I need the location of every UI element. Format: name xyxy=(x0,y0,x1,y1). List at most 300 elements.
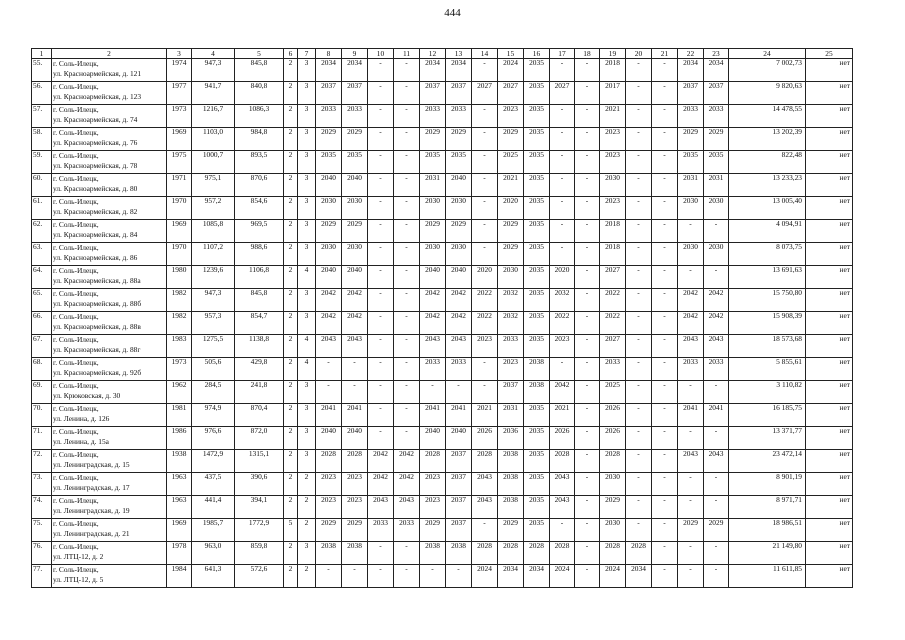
cell-col-6: 2 xyxy=(284,473,298,496)
cell-col-13: 2029 xyxy=(446,220,472,243)
cell-col-13: 2033 xyxy=(446,105,472,128)
cell-col-9: 2035 xyxy=(342,151,368,174)
cell-col-21: - xyxy=(652,542,678,565)
living-area-cell: 845,8 xyxy=(235,59,284,82)
cell-col-9: 2028 xyxy=(342,450,368,473)
cell-col-18: - xyxy=(575,220,600,243)
address-cell xyxy=(52,565,167,588)
cell-col-14: - xyxy=(472,220,498,243)
total-area-cell: 941,7 xyxy=(192,82,235,105)
cell-col-17: 2042 xyxy=(550,381,575,404)
cost-cell: 15 750,80 xyxy=(729,289,806,312)
address-street: ул. Красноармейская, д. 88в xyxy=(53,322,141,331)
cell-col-18: - xyxy=(575,565,600,588)
cell-col-15: 2038 xyxy=(498,496,524,519)
cell-col-6: 2 xyxy=(284,174,298,197)
address-street: ул. Красноармейская, д. 88г xyxy=(53,345,141,354)
table-row xyxy=(32,128,853,151)
cell-col-18: - xyxy=(575,473,600,496)
cell-col-18: - xyxy=(575,128,600,151)
cell-col-21: - xyxy=(652,358,678,381)
address-street: ул. Ленинградская, д. 21 xyxy=(53,529,130,538)
cell-col-15: 2031 xyxy=(498,404,524,427)
flag-cell: нет xyxy=(806,542,853,565)
cell-col-19: 2026 xyxy=(600,427,626,450)
cell-col-16: 2035 xyxy=(524,312,550,335)
living-area-cell: 859,8 xyxy=(235,542,284,565)
address-cell xyxy=(52,174,167,197)
cell-col-8: 2041 xyxy=(316,404,342,427)
cell-col-9: 2034 xyxy=(342,59,368,82)
address-city: г. Соль-Илецк, xyxy=(53,404,99,413)
build-year-cell: 1969 xyxy=(167,519,192,542)
cell-col-21: - xyxy=(652,335,678,358)
cell-col-15: 2030 xyxy=(498,266,524,289)
address-street: ул. ЛТЦ-12, д. 5 xyxy=(53,575,104,584)
cell-col-22: 2030 xyxy=(678,243,704,266)
cell-col-14: 2021 xyxy=(472,404,498,427)
flag-cell: нет xyxy=(806,151,853,174)
row-number: 70. xyxy=(32,404,52,427)
table-row xyxy=(32,151,853,174)
cost-cell: 16 185,75 xyxy=(729,404,806,427)
table-row xyxy=(32,197,853,220)
cell-col-12: 2041 xyxy=(420,404,446,427)
row-number: 77. xyxy=(32,565,52,588)
cell-col-6: 2 xyxy=(284,450,298,473)
cell-col-15: 2023 xyxy=(498,358,524,381)
total-area-cell: 1000,7 xyxy=(192,151,235,174)
cell-col-12: 2029 xyxy=(420,519,446,542)
cell-col-17: - xyxy=(550,519,575,542)
cell-col-13: - xyxy=(446,381,472,404)
cell-col-14: 2026 xyxy=(472,427,498,450)
address-city: г. Соль-Илецк, xyxy=(53,473,99,482)
flag-cell: нет xyxy=(806,358,853,381)
cell-col-22: 2029 xyxy=(678,519,704,542)
cell-col-7: 3 xyxy=(298,151,316,174)
cell-col-6: 2 xyxy=(284,243,298,266)
cell-col-20: - xyxy=(626,404,652,427)
cell-col-9: 2040 xyxy=(342,427,368,450)
build-year-cell: 1986 xyxy=(167,427,192,450)
cell-col-20: - xyxy=(626,358,652,381)
cell-col-8: - xyxy=(316,565,342,588)
column-number: 21 xyxy=(652,49,678,59)
cell-col-12: 2035 xyxy=(420,151,446,174)
cell-col-16: 2035 xyxy=(524,197,550,220)
build-year-cell: 1978 xyxy=(167,542,192,565)
cell-col-18: - xyxy=(575,197,600,220)
cell-col-10: - xyxy=(368,565,394,588)
cell-col-13: 2042 xyxy=(446,289,472,312)
cell-col-14: 2020 xyxy=(472,266,498,289)
cell-col-21: - xyxy=(652,82,678,105)
flag-cell: нет xyxy=(806,197,853,220)
cell-col-23: - xyxy=(704,473,729,496)
cell-col-14: - xyxy=(472,105,498,128)
cell-col-11: - xyxy=(394,289,420,312)
cell-col-6: 2 xyxy=(284,335,298,358)
cell-col-9: 2033 xyxy=(342,105,368,128)
cell-col-8: - xyxy=(316,358,342,381)
table-body xyxy=(32,59,853,588)
cell-col-11: 2042 xyxy=(394,473,420,496)
cell-col-23: 2035 xyxy=(704,151,729,174)
cell-col-10: - xyxy=(368,404,394,427)
cell-col-20: - xyxy=(626,151,652,174)
cell-col-10: - xyxy=(368,197,394,220)
cell-col-9: 2038 xyxy=(342,542,368,565)
address-city: г. Соль-Илецк, xyxy=(53,174,99,183)
cell-col-12: - xyxy=(420,565,446,588)
cell-col-7: 4 xyxy=(298,358,316,381)
cell-col-12: 2029 xyxy=(420,128,446,151)
cell-col-19: 2024 xyxy=(600,565,626,588)
cell-col-17: - xyxy=(550,243,575,266)
table-row xyxy=(32,174,853,197)
cell-col-13: 2038 xyxy=(446,542,472,565)
cell-col-19: 2023 xyxy=(600,197,626,220)
cell-col-18: - xyxy=(575,450,600,473)
cell-col-15: 2038 xyxy=(498,450,524,473)
cell-col-22: - xyxy=(678,473,704,496)
address-cell xyxy=(52,197,167,220)
total-area-cell: 963,0 xyxy=(192,542,235,565)
cell-col-7: 3 xyxy=(298,220,316,243)
cell-col-14: 2028 xyxy=(472,542,498,565)
total-area-cell: 1985,7 xyxy=(192,519,235,542)
cell-col-8: 2035 xyxy=(316,151,342,174)
cell-col-20: 2028 xyxy=(626,542,652,565)
cell-col-12: 2023 xyxy=(420,473,446,496)
address-cell xyxy=(52,82,167,105)
flag-cell: нет xyxy=(806,220,853,243)
cell-col-20: - xyxy=(626,197,652,220)
cell-col-14: - xyxy=(472,174,498,197)
cell-col-6: 2 xyxy=(284,427,298,450)
cell-col-6: 2 xyxy=(284,197,298,220)
row-number: 61. xyxy=(32,197,52,220)
living-area-cell: 984,8 xyxy=(235,128,284,151)
living-area-cell: 845,8 xyxy=(235,289,284,312)
address-cell xyxy=(52,496,167,519)
cell-col-21: - xyxy=(652,197,678,220)
build-year-cell: 1980 xyxy=(167,266,192,289)
cell-col-20: - xyxy=(626,243,652,266)
cell-col-23: 2043 xyxy=(704,450,729,473)
cell-col-21: - xyxy=(652,105,678,128)
cell-col-10: - xyxy=(368,335,394,358)
living-area-cell: 872,0 xyxy=(235,427,284,450)
total-area-cell: 947,3 xyxy=(192,289,235,312)
cell-col-10: 2043 xyxy=(368,496,394,519)
cell-col-23: 2029 xyxy=(704,519,729,542)
address-cell xyxy=(52,519,167,542)
build-year-cell: 1982 xyxy=(167,289,192,312)
address-street: ул. Ленина, д. 15а xyxy=(53,437,109,446)
cell-col-13: 2037 xyxy=(446,450,472,473)
table-row xyxy=(32,266,853,289)
cell-col-16: 2035 xyxy=(524,220,550,243)
cell-col-16: 2034 xyxy=(524,565,550,588)
flag-cell: нет xyxy=(806,82,853,105)
cell-col-8: 2042 xyxy=(316,312,342,335)
cell-col-11: - xyxy=(394,59,420,82)
cell-col-13: 2035 xyxy=(446,151,472,174)
cell-col-20: - xyxy=(626,312,652,335)
cell-col-7: 3 xyxy=(298,174,316,197)
build-year-cell: 1975 xyxy=(167,151,192,174)
cell-col-23: 2034 xyxy=(704,59,729,82)
cell-col-22: 2037 xyxy=(678,82,704,105)
living-area-cell: 1138,8 xyxy=(235,335,284,358)
address-cell xyxy=(52,128,167,151)
address-cell xyxy=(52,335,167,358)
cell-col-15: 2020 xyxy=(498,197,524,220)
cell-col-6: 2 xyxy=(284,381,298,404)
cell-col-13: 2030 xyxy=(446,197,472,220)
cost-cell: 13 233,23 xyxy=(729,174,806,197)
address-city: г. Соль-Илецк, xyxy=(53,335,99,344)
table-row xyxy=(32,59,853,82)
living-area-cell: 854,7 xyxy=(235,312,284,335)
cell-col-22: 2030 xyxy=(678,197,704,220)
row-number: 58. xyxy=(32,128,52,151)
cell-col-18: - xyxy=(575,289,600,312)
cell-col-13: 2041 xyxy=(446,404,472,427)
column-number: 5 xyxy=(235,49,284,59)
cost-cell: 5 855,61 xyxy=(729,358,806,381)
cell-col-23: - xyxy=(704,220,729,243)
cost-cell: 14 478,55 xyxy=(729,105,806,128)
address-cell xyxy=(52,427,167,450)
cell-col-11: - xyxy=(394,335,420,358)
cell-col-9: 2029 xyxy=(342,220,368,243)
cell-col-18: - xyxy=(575,519,600,542)
address-cell xyxy=(52,59,167,82)
build-year-cell: 1962 xyxy=(167,381,192,404)
cell-col-6: 2 xyxy=(284,266,298,289)
column-number: 15 xyxy=(498,49,524,59)
address-cell xyxy=(52,473,167,496)
column-number: 25 xyxy=(806,49,853,59)
cell-col-9: 2040 xyxy=(342,174,368,197)
cell-col-10: - xyxy=(368,243,394,266)
cell-col-14: 2028 xyxy=(472,450,498,473)
address-street: ул. Ленинградская, д. 15 xyxy=(53,460,130,469)
cell-col-22: 2034 xyxy=(678,59,704,82)
cell-col-17: 2043 xyxy=(550,496,575,519)
cell-col-6: 2 xyxy=(284,220,298,243)
cell-col-12: 2033 xyxy=(420,105,446,128)
cell-col-13: 2042 xyxy=(446,312,472,335)
cell-col-16: 2035 xyxy=(524,496,550,519)
cell-col-19: 2018 xyxy=(600,243,626,266)
address-street: ул. Красноармейская, д. 88б xyxy=(53,299,142,308)
cell-col-9: 2029 xyxy=(342,128,368,151)
cell-col-19: 2027 xyxy=(600,266,626,289)
cell-col-19: 2033 xyxy=(600,358,626,381)
cell-col-19: 2022 xyxy=(600,289,626,312)
address-cell xyxy=(52,289,167,312)
cell-col-15: 2034 xyxy=(498,565,524,588)
row-number: 74. xyxy=(32,496,52,519)
cell-col-11: - xyxy=(394,312,420,335)
row-number: 69. xyxy=(32,381,52,404)
cell-col-16: 2035 xyxy=(524,427,550,450)
cell-col-14: - xyxy=(472,381,498,404)
cell-col-18: - xyxy=(575,59,600,82)
living-area-cell: 988,6 xyxy=(235,243,284,266)
cell-col-7: 4 xyxy=(298,335,316,358)
cell-col-16: 2035 xyxy=(524,450,550,473)
cell-col-11: - xyxy=(394,174,420,197)
cell-col-9: 2030 xyxy=(342,243,368,266)
address-city: г. Соль-Илецк, xyxy=(53,266,99,275)
cell-col-14: 2022 xyxy=(472,289,498,312)
address-city: г. Соль-Илецк, xyxy=(53,151,99,160)
cell-col-23: 2030 xyxy=(704,197,729,220)
address-cell xyxy=(52,358,167,381)
cell-col-11: - xyxy=(394,542,420,565)
row-number: 73. xyxy=(32,473,52,496)
cell-col-12: 2037 xyxy=(420,82,446,105)
cell-col-22: 2042 xyxy=(678,312,704,335)
column-number: 18 xyxy=(575,49,600,59)
build-year-cell: 1973 xyxy=(167,105,192,128)
address-street: ул. Ленинградская, д. 17 xyxy=(53,483,130,492)
cost-cell: 8 971,71 xyxy=(729,496,806,519)
cell-col-10: - xyxy=(368,266,394,289)
flag-cell: нет xyxy=(806,59,853,82)
column-number: 13 xyxy=(446,49,472,59)
cell-col-22: - xyxy=(678,266,704,289)
cell-col-21: - xyxy=(652,519,678,542)
build-year-cell: 1970 xyxy=(167,197,192,220)
cell-col-17: 2043 xyxy=(550,473,575,496)
column-number: 7 xyxy=(298,49,316,59)
address-city: г. Соль-Илецк, xyxy=(53,289,99,298)
cell-col-23: 2030 xyxy=(704,243,729,266)
cell-col-8: 2043 xyxy=(316,335,342,358)
cell-col-12: 2042 xyxy=(420,312,446,335)
cell-col-14: 2043 xyxy=(472,496,498,519)
cell-col-20: - xyxy=(626,289,652,312)
flag-cell: нет xyxy=(806,496,853,519)
build-year-cell: 1973 xyxy=(167,358,192,381)
cell-col-6: 2 xyxy=(284,496,298,519)
column-number: 19 xyxy=(600,49,626,59)
cell-col-8: 2040 xyxy=(316,427,342,450)
cell-col-13: 2037 xyxy=(446,496,472,519)
cell-col-11: - xyxy=(394,404,420,427)
cell-col-15: 2038 xyxy=(498,473,524,496)
living-area-cell: 241,8 xyxy=(235,381,284,404)
address-street: ул. Красноармейская, д. 78 xyxy=(53,161,138,170)
column-number: 12 xyxy=(420,49,446,59)
cell-col-22: 2031 xyxy=(678,174,704,197)
cell-col-16: 2028 xyxy=(524,542,550,565)
cell-col-9: 2037 xyxy=(342,82,368,105)
cell-col-12: 2033 xyxy=(420,358,446,381)
cell-col-8: 2029 xyxy=(316,519,342,542)
cell-col-19: 2029 xyxy=(600,496,626,519)
table-row xyxy=(32,381,853,404)
cell-col-10: 2033 xyxy=(368,519,394,542)
cell-col-8: 2033 xyxy=(316,105,342,128)
address-cell xyxy=(52,312,167,335)
cell-col-7: 3 xyxy=(298,381,316,404)
column-number: 24 xyxy=(729,49,806,59)
cell-col-22: 2041 xyxy=(678,404,704,427)
total-area-cell: 975,1 xyxy=(192,174,235,197)
cell-col-11: - xyxy=(394,82,420,105)
column-number: 10 xyxy=(368,49,394,59)
cell-col-9: 2043 xyxy=(342,335,368,358)
cell-col-16: 2035 xyxy=(524,128,550,151)
cell-col-10: - xyxy=(368,105,394,128)
cell-col-20: - xyxy=(626,473,652,496)
cell-col-22: 2043 xyxy=(678,450,704,473)
address-cell xyxy=(52,404,167,427)
address-cell xyxy=(52,542,167,565)
row-number: 56. xyxy=(32,82,52,105)
cell-col-19: 2030 xyxy=(600,519,626,542)
cell-col-13: 2034 xyxy=(446,59,472,82)
cell-col-8: 2030 xyxy=(316,243,342,266)
cell-col-8: 2030 xyxy=(316,197,342,220)
cell-col-19: 2021 xyxy=(600,105,626,128)
cost-cell: 13 691,63 xyxy=(729,266,806,289)
cell-col-15: 2032 xyxy=(498,312,524,335)
address-city: г. Соль-Илецк, xyxy=(53,519,99,528)
cell-col-12: 2031 xyxy=(420,174,446,197)
cell-col-14: - xyxy=(472,519,498,542)
flag-cell: нет xyxy=(806,427,853,450)
cell-col-10: - xyxy=(368,427,394,450)
cell-col-9: 2023 xyxy=(342,496,368,519)
cell-col-8: 2040 xyxy=(316,174,342,197)
total-area-cell: 1472,9 xyxy=(192,450,235,473)
cell-col-13: 2037 xyxy=(446,519,472,542)
cell-col-9: 2042 xyxy=(342,312,368,335)
table-row xyxy=(32,427,853,450)
address-street: ул. Красноармейская, д. 88а xyxy=(53,276,141,285)
cell-col-16: 2035 xyxy=(524,59,550,82)
address-city: г. Соль-Илецк, xyxy=(53,542,99,551)
column-number: 20 xyxy=(626,49,652,59)
table-row xyxy=(32,358,853,381)
cell-col-13: 2040 xyxy=(446,174,472,197)
row-number: 75. xyxy=(32,519,52,542)
living-area-cell: 840,8 xyxy=(235,82,284,105)
cell-col-10: - xyxy=(368,82,394,105)
cell-col-23: 2031 xyxy=(704,174,729,197)
cell-col-23: 2042 xyxy=(704,312,729,335)
cell-col-7: 2 xyxy=(298,473,316,496)
cell-col-9: - xyxy=(342,565,368,588)
cell-col-8: 2037 xyxy=(316,82,342,105)
cell-col-23: 2033 xyxy=(704,105,729,128)
cell-col-10: - xyxy=(368,289,394,312)
total-area-cell: 957,2 xyxy=(192,197,235,220)
cell-col-7: 2 xyxy=(298,565,316,588)
cell-col-14: 2023 xyxy=(472,335,498,358)
cell-col-18: - xyxy=(575,82,600,105)
cell-col-15: 2036 xyxy=(498,427,524,450)
address-street: ул. Красноармейская, д. 82 xyxy=(53,207,138,216)
